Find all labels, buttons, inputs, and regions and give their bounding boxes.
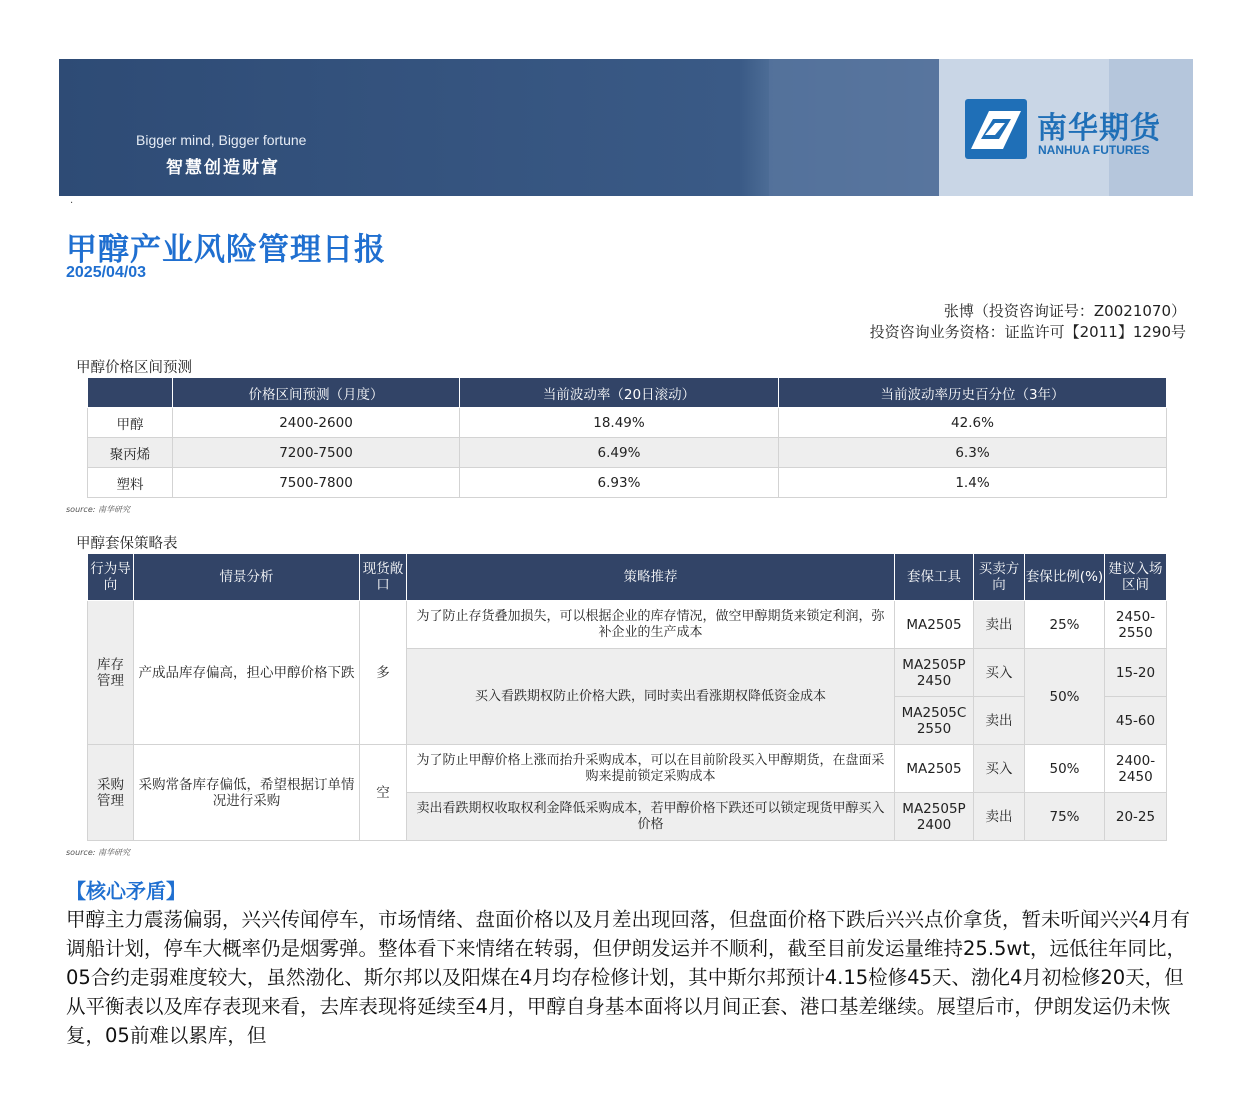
price-forecast-title: 甲醇价格区间预测	[76, 360, 192, 376]
column-header: 当前波动率历史百分位（3年）	[779, 378, 1167, 408]
range-cell: 45-60	[1105, 697, 1167, 745]
tool-cell: MA2505P2400	[895, 793, 974, 841]
direction-cell: 卖出	[974, 697, 1025, 745]
column-header: 套保工具	[895, 554, 974, 601]
hedge-strategy-table	[87, 553, 1167, 841]
table-row	[88, 601, 1167, 649]
range-cell: 2450-2550	[1105, 601, 1167, 649]
strategy-cell: 为了防止存货叠加损失，可以根据企业的库存情况，做空甲醇期货来锁定利润，弥补企业的生产成本	[407, 601, 895, 649]
column-header: 情景分析	[134, 554, 360, 601]
tool-cell: MA2505P2450	[895, 649, 974, 697]
report-title: 甲醇产业风险管理日报	[66, 232, 386, 268]
scenario-cell: 采购常备库存偏低，希望根据订单情况进行采购	[134, 745, 360, 841]
column-header: 行为导向	[88, 554, 134, 601]
scenario-cell: 产成品库存偏高，担心甲醇价格下跌	[134, 601, 360, 745]
slogan-chinese: 智慧创造财富	[166, 158, 280, 178]
tool-cell: MA2505C2550	[895, 697, 974, 745]
column-header: 价格区间预测（月度）	[173, 378, 460, 408]
column-header: 当前波动率（20日滚动）	[460, 378, 779, 408]
tool-cell: MA2505	[895, 601, 974, 649]
price-forecast-table	[87, 377, 1167, 498]
ratio-cell: 75%	[1025, 793, 1105, 841]
volatility-cell: 6.49%	[460, 438, 779, 468]
author-name: 张博（投资咨询证号：Z0021070）	[943, 302, 1186, 320]
table-row	[88, 408, 1167, 438]
table-row	[88, 438, 1167, 468]
slogan-english: Bigger mind, Bigger fortune	[136, 132, 307, 148]
behavior-cell: 采购管理	[88, 745, 134, 841]
core-conflict-body: 甲醇主力震荡偏弱，兴兴传闻停车，市场情绪、盘面价格以及月差出现回落，但盘面价格下跌后兴兴点价拿货，暂未听闻兴兴4月有调船计划，停车大概率仍是烟雾弹。整体看下来情绪在转弱，但伊朗发运并不顺利，截至目前发运量维持25.5wt，远低往年同比，05合约走弱难度较大，虽然渤化、斯尔邦以及阳煤在4月均存检修计划，其中斯尔邦预计4.15检修45天、渤化4月初检修20天，但从平衡表以及库存表现来看，去库表现将延续至4月，甲醇自身基本面将以月间正套、港口基差继续。展望后市，伊朗发运仍未恢复，05前难以累库，但	[66, 908, 1190, 1047]
product-cell: 甲醇	[88, 408, 173, 438]
table-row	[88, 745, 1167, 793]
ratio-cell: 50%	[1025, 649, 1105, 745]
source-note: source: 南华研究	[66, 848, 130, 857]
range-cell: 7200-7500	[173, 438, 460, 468]
tool-cell: MA2505	[895, 745, 974, 793]
hedge-strategy-title: 甲醇套保策略表	[76, 536, 178, 552]
range-cell: 2400-2450	[1105, 745, 1167, 793]
column-header: 套保比例(%)	[1025, 554, 1105, 601]
column-header: 现货敞口	[360, 554, 407, 601]
ratio-cell: 50%	[1025, 745, 1105, 793]
column-header: 策略推荐	[407, 554, 895, 601]
header-banner	[59, 59, 1193, 196]
column-header: 买卖方向	[974, 554, 1025, 601]
source-note: source: 南华研究	[66, 505, 130, 514]
range-cell: 2400-2600	[173, 408, 460, 438]
exposure-cell: 多	[360, 601, 407, 745]
logo-text-chinese: 南华期货	[1037, 111, 1161, 146]
nanhua-logo-icon	[965, 99, 1027, 159]
range-cell: 20-25	[1105, 793, 1167, 841]
exposure-cell: 空	[360, 745, 407, 841]
report-date: 2025/04/03	[66, 264, 147, 281]
percentile-cell: 6.3%	[779, 438, 1167, 468]
volatility-cell: 6.93%	[460, 468, 779, 498]
author-license: 投资咨询业务资格：证监许可【2011】1290号	[869, 323, 1186, 341]
core-conflict-title: 【核心矛盾】	[66, 879, 186, 903]
direction-cell: 卖出	[974, 793, 1025, 841]
column-header	[88, 378, 173, 408]
table-header-row	[88, 378, 1167, 408]
percentile-cell: 42.6%	[779, 408, 1167, 438]
author-info	[870, 301, 1186, 343]
strategy-cell: 为了防止甲醇价格上涨而抬升采购成本，可以在目前阶段买入甲醇期货，在盘面采购来提前锁定采购成本	[407, 745, 895, 793]
table-row	[88, 468, 1167, 498]
strategy-cell: 卖出看跌期权收取权利金降低采购成本，若甲醇价格下跌还可以锁定现货甲醇买入价格	[407, 793, 895, 841]
percentile-cell: 1.4%	[779, 468, 1167, 498]
behavior-cell: 库存管理	[88, 601, 134, 745]
product-cell: 聚丙烯	[88, 438, 173, 468]
direction-cell: 买入	[974, 649, 1025, 697]
logo-text-english: NANHUA FUTURES	[1038, 143, 1150, 157]
range-cell: 7500-7800	[173, 468, 460, 498]
table-header-row	[88, 554, 1167, 601]
volatility-cell: 18.49%	[460, 408, 779, 438]
range-cell: 15-20	[1105, 649, 1167, 697]
ratio-cell: 25%	[1025, 601, 1105, 649]
strategy-cell: 买入看跌期权防止价格大跌，同时卖出看涨期权降低资金成本	[407, 649, 895, 745]
product-cell: 塑料	[88, 468, 173, 498]
column-header: 建议入场区间	[1105, 554, 1167, 601]
direction-cell: 买入	[974, 745, 1025, 793]
bullet-dot: ·	[70, 198, 74, 209]
direction-cell: 卖出	[974, 601, 1025, 649]
